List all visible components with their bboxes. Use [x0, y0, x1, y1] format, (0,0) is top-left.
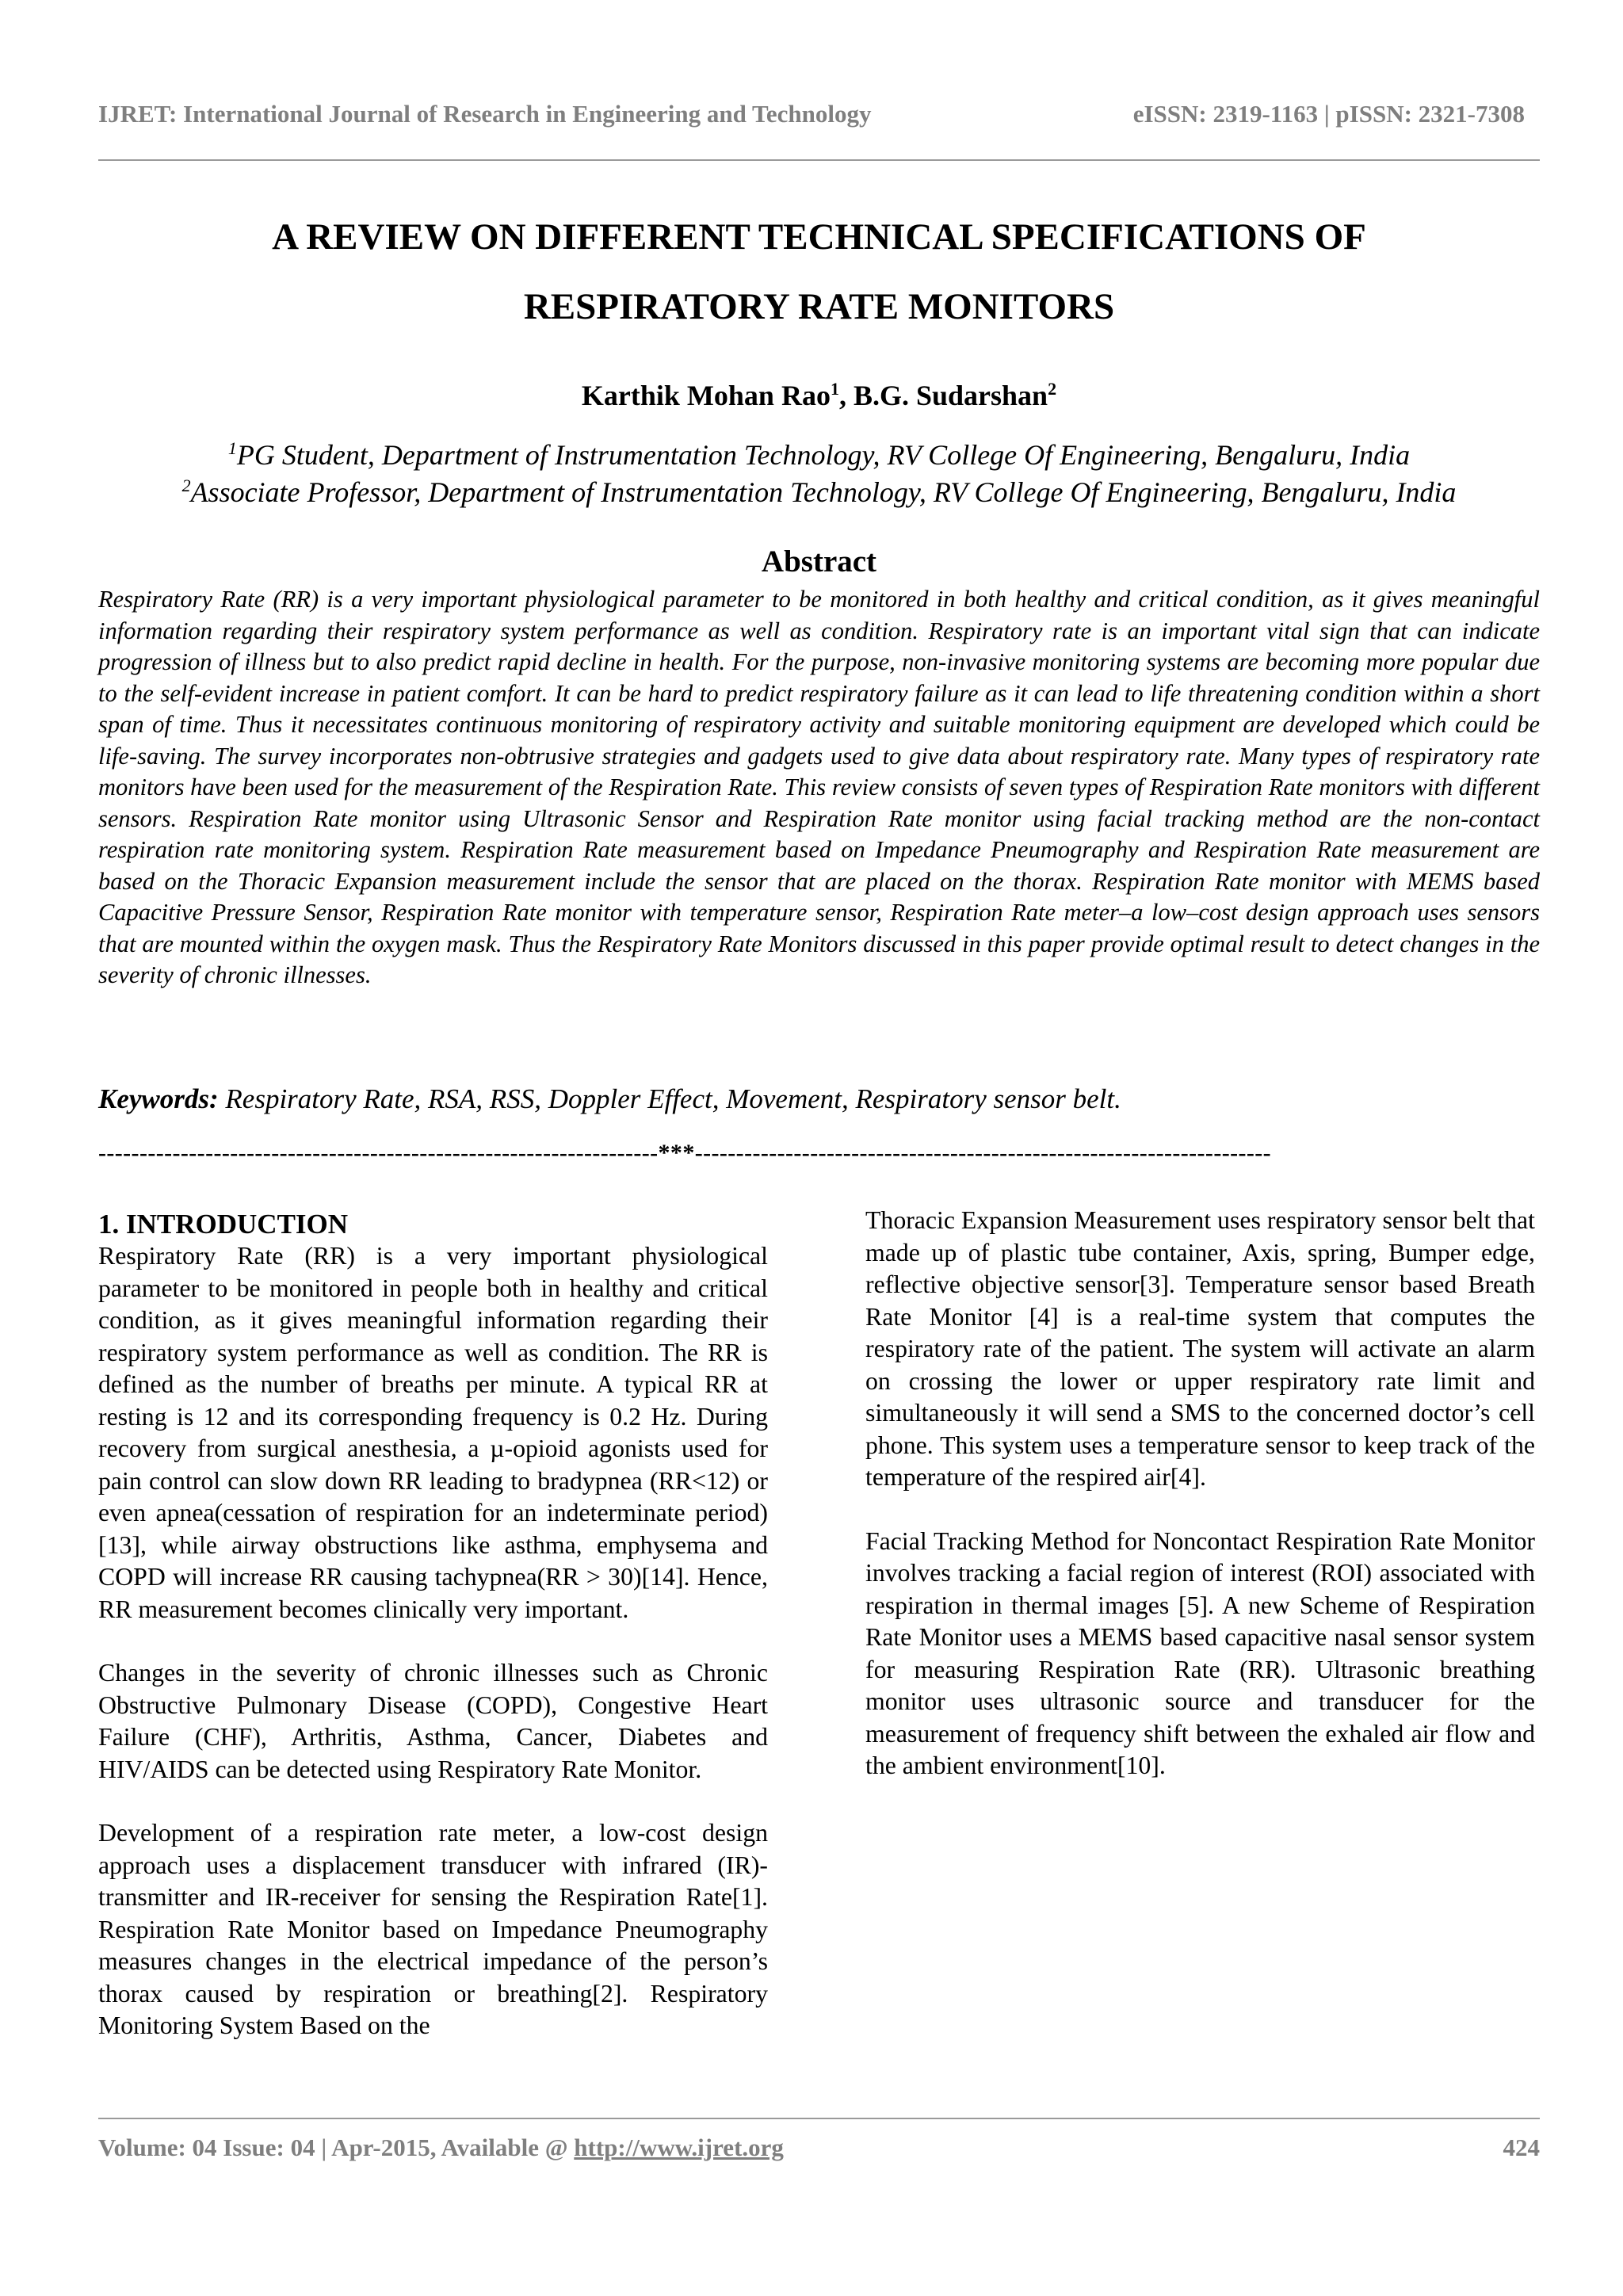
affiliation-2-mark: 2: [181, 476, 191, 495]
keywords-text: Respiratory Rate, RSA, RSS, Doppler Effect, Movement, Respiratory sensor belt.: [218, 1083, 1121, 1114]
footer-volume: [98, 2134, 784, 2162]
affiliation-1: [98, 438, 1540, 472]
section-separator: --------------------------------------------------------------------***----------------------------------------------------------------------: [98, 1140, 1272, 1166]
footer-rule: [98, 2118, 1540, 2119]
intro-paragraph-1: Respiratory Rate (RR) is a very important physiological parameter to be monitored in people both in healthy and critical condition, as it gives meaningful information regarding their respiratory system performance as well as condition. The RR is defined as the number of breaths per minute. A typical RR at resting is 12 and its corresponding frequency is 0.2 Hz. During recovery from surgical anesthesia, a µ-opioid agonists used for pain control can slow down RR leading to bradypnea (RR<12) or even apnea(cessation of respiration for an indeterminate period)[13], while airway obstructions like asthma, emphysema and COPD will increase RR causing tachypnea(RR > 30)[14]. Hence, RR measurement becomes clinically very important.: [98, 1242, 768, 1623]
left-column: [98, 1209, 768, 2042]
page-footer: [98, 2134, 1540, 2162]
keywords-label: Keywords:: [98, 1083, 219, 1114]
affiliation-1-text: PG Student, Department of Instrumentation Technology, RV College Of Engineering, Bengaluru, India: [236, 439, 1411, 471]
abstract-heading: Abstract: [761, 544, 877, 579]
intro-paragraph-5: Facial Tracking Method for Noncontact Respiration Rate Monitor involves tracking a facial region of interest (ROI) associated with respiration in thermal images [5]. A new Scheme of Respiration Rate Monitor uses a MEMS based capacitive nasal sensor system for measuring Respiration Rate (RR). Ultrasonic breathing monitor uses ultrasonic source and transducer for the measurement of frequency shift between the exhaled air flow and the ambient environment[10].: [865, 1526, 1535, 1779]
author-2: B.G. Sudarshan: [853, 380, 1048, 411]
affiliation-2: [98, 476, 1540, 509]
affiliation-1-mark: 1: [227, 438, 237, 458]
journal-name: IJRET: International Journal of Research in Engineering and Technology: [98, 100, 872, 128]
intro-paragraph-4: Thoracic Expansion Measurement uses respiratory sensor belt that made up of plastic tube container, Axis, spring, Bumper edge, reflective objective sensor[3]. Temperature sensor based Breath Rate Monitor [4] is a real-time system that computes the respiratory rate of the patient. The system will activate an alarm on crossing the lower or upper respiratory rate limit and simultaneously it will send a SMS to the concerned doctor’s cell phone. This system uses a temperature sensor to keep track of the temperature of the respired air[4].: [865, 1206, 1536, 1491]
authors: [98, 379, 1540, 412]
paper-title: [98, 202, 1540, 342]
author-separator: ,: [838, 380, 854, 411]
title-line-1: A REVIEW ON DIFFERENT TECHNICAL SPECIFICATIONS OF: [272, 216, 1366, 258]
footer-volume-text: Volume: 04 Issue: 04 | Apr-2015, Available @: [98, 2134, 575, 2161]
affiliation-2-text: Associate Professor, Department of Instrumentation Technology, RV College Of Engineering, Bengaluru, India: [190, 476, 1457, 508]
keywords: [98, 1083, 1540, 1115]
issn-numbers: eISSN: 2319-1163 | pISSN: 2321-7308: [1132, 100, 1525, 128]
author-1-mark: 1: [830, 379, 839, 399]
header-rule: [98, 159, 1540, 161]
intro-paragraph-3: Development of a respiration rate meter, a low-cost design approach uses a displacement transducer with infrared (IR)-transmitter and IR-receiver for sensing the Respiration Rate[1]. Respiration Rate Monitor based on Impedance Pneumography measures changes in the electrical impedance of the person’s thorax caused by respiration or breathing[2]. Respiratory Monitoring System Based on the: [98, 1819, 768, 2039]
journal-url-link[interactable]: http://www.ijret.org: [574, 2134, 784, 2161]
title-line-2: RESPIRATORY RATE MONITORS: [523, 286, 1115, 327]
right-column: [865, 1205, 1535, 1782]
author-2-mark: 2: [1048, 379, 1057, 399]
abstract-body: Respiratory Rate (RR) is a very important physiological parameter to be monitored in both healthy and critical condition, as it gives meaningful information regarding their respiratory system performance as well as condition. Respiratory rate is an important vital sign that can indicate progression of illness but to also predict rapid decline in health. For the purpose, non-invasive monitoring systems are becoming more popular due to the self-evident increase in patient comfort. It can be hard to predict respiratory failure as it can lead to life threatening condition within a short span of time. Thus it necessitates continuous monitoring of respiratory activity and suitable monitoring equipment are developed which could be life-saving. The survey incorporates non-obtrusive strategies and gadgets used to give data about respiratory rate. Many types of respiratory rate monitors have been used for the measurement of the Respiration Rate. This review consists of seven types of Respiration Rate monitors with different sensors. Respiration Rate monitor using Ultrasonic Sensor and Respiration Rate monitor using facial tracking method are the non-contact respiration rate monitoring system. Respiration Rate measurement based on Impedance Pneumography and Respiration Rate measurement are based on the Thoracic Expansion measurement include the sensor that are placed on the thorax. Respiration Rate monitor with MEMS based Capacitive Pressure Sensor, Respiration Rate monitor with temperature sensor, Respiration Rate meter–a low–cost design approach uses sensors that are mounted within the oxygen mask. Thus the Respiratory Rate Monitors discussed in this paper provide optimal result to detect changes in the severity of chronic illnesses.: [98, 586, 1540, 988]
intro-paragraph-2: Changes in the severity of chronic illnesses such as Chronic Obstructive Pulmonary Disease (COPD), Congestive Heart Failure (CHF), Arthritis, Asthma, Cancer, Diabetes and HIV/AIDS can be detected using Respiratory Rate Monitor.: [98, 1659, 768, 1783]
introduction-heading: 1. INTRODUCTION: [98, 1209, 349, 1240]
page-number: 424: [1503, 2134, 1540, 2161]
author-1: Karthik Mohan Rao: [581, 380, 831, 411]
running-header: [98, 100, 1525, 128]
